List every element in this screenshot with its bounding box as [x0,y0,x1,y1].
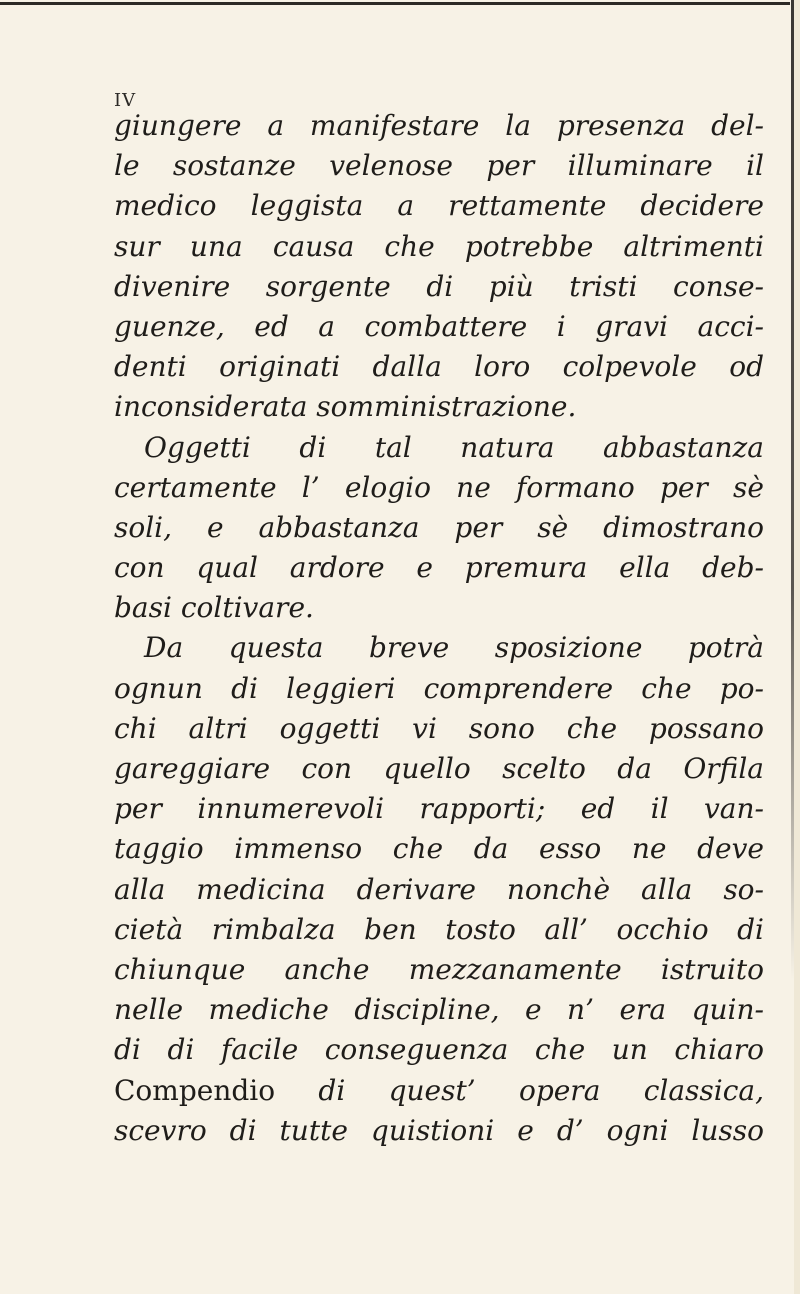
text-line: sur una causa che potrebbe altrimenti [114,229,764,263]
text-line-paragraph-end: basi coltivare. [114,591,314,625]
body-text [114,106,774,1151]
text-line: chiunque anche mezzanamente istruito [114,952,764,986]
text-line: di di facile conseguenza che un chiaro [114,1033,764,1067]
text-line: taggio immenso che da esso ne deve [114,832,764,866]
text-line: per innumerevoli rapporti; ed il van- [114,792,764,826]
text-line-paragraph-end: inconsiderata somministrazione. [114,390,577,424]
text-line: certamente l’ elogio ne formano per sè [114,470,764,504]
text-line: ognun di leggieri comprendere che po- [114,671,764,705]
text-line: guenze, ed a combattere i gravi acci- [114,309,764,343]
text-line: chi altri oggetti vi sono che possano [114,711,764,745]
text-line: denti originati dalla loro colpevole od [114,350,764,384]
text-line-mixed [114,1071,764,1111]
text-line: nelle mediche discipline, e n’ era quin- [114,993,764,1027]
page-edge-shade [794,0,800,1294]
text-line: gareggiare con quello scelto da Orfila [114,752,764,785]
text-line: cietà rimbalza ben tosto all’ occhio di [114,912,764,946]
page-number: IV [114,90,137,111]
text-line: medico leggista a rettamente decidere [114,189,764,223]
text-line: alla medicina derivare nonchè alla so- [114,872,764,906]
top-border-line [0,2,790,5]
text-line: giungere a manifestare la presenza del- [114,109,764,142]
text-line: le sostanze velenose per illuminare il [114,149,764,183]
text-line-paragraph-start: Da questa breve sposizione potrà [144,631,764,665]
text-line-final: scevro di tutte quistioni e d’ ogni lusso [114,1113,764,1147]
page-edge-line [791,0,794,980]
italic-words: di quest’ opera classica, [275,1073,764,1107]
text-line: soli, e abbastanza per sè dimostrano [114,510,764,544]
text-line: divenire sorgente di più tristi conse- [114,269,764,303]
text-line: con qual ardore e premura ella deb- [114,551,764,585]
text-line-paragraph-start: Oggetti di tal natura abbastanza [144,430,764,464]
roman-word: Compendio [114,1073,276,1107]
